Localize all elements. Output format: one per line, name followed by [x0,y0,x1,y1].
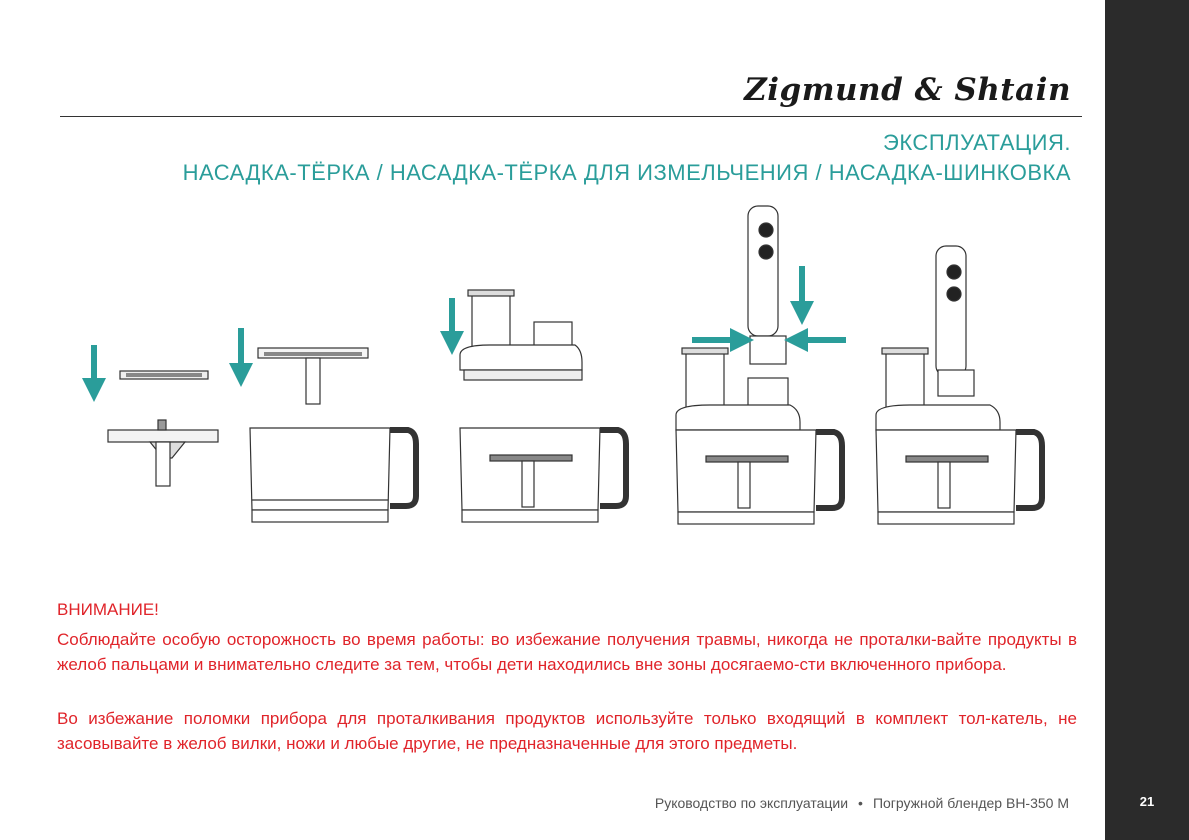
header-divider [60,116,1082,117]
footer-manual: Руководство по эксплуатации [654,795,849,811]
warning-paragraph-1: Соблюдайте особую осторожность во время работы: во избежание получения травмы, никогда не проталки-вайте продукты в желоб пальцами и внимательно следите за тем, чтобы дети находились вне зоны досягаемо-сти включенного прибора. [57,630,1077,674]
section-title: ЭКСПЛУАТАЦИЯ. [883,130,1071,155]
page-number: 21 [1139,794,1155,809]
brand-logo: Zigmund & Shtain [744,72,1071,108]
section-subtitle: НАСАДКА-ТЁРКА / НАСАДКА-ТЁРКА ДЛЯ ИЗМЕЛЬЧЕНИЯ / НАСАДКА-ШИНКОВКА [182,160,1071,185]
assembly-illustration [60,200,1090,550]
right-sidebar [1105,0,1189,840]
step3-lid-on-bowl [452,290,626,522]
footer-product: Погружной блендер BH-350 M [872,795,1069,811]
step1-disc-on-spindle [94,345,218,486]
footer [655,795,1069,811]
step2-spindle-into-bowl [241,328,416,522]
footer-bullet: • [858,795,863,811]
warning-title: ВНИМАНИЕ! [57,600,159,619]
warning-paragraph-2: Во избежание поломки прибора для проталкивания продуктов используйте только входящий в комплект тол-катель, не засовывайте в желоб вилки, ножи и любые другие, не предназначенные для этого предметы. [57,709,1077,753]
step5-assembled [876,246,1042,524]
step4-attach-motor [676,206,846,524]
